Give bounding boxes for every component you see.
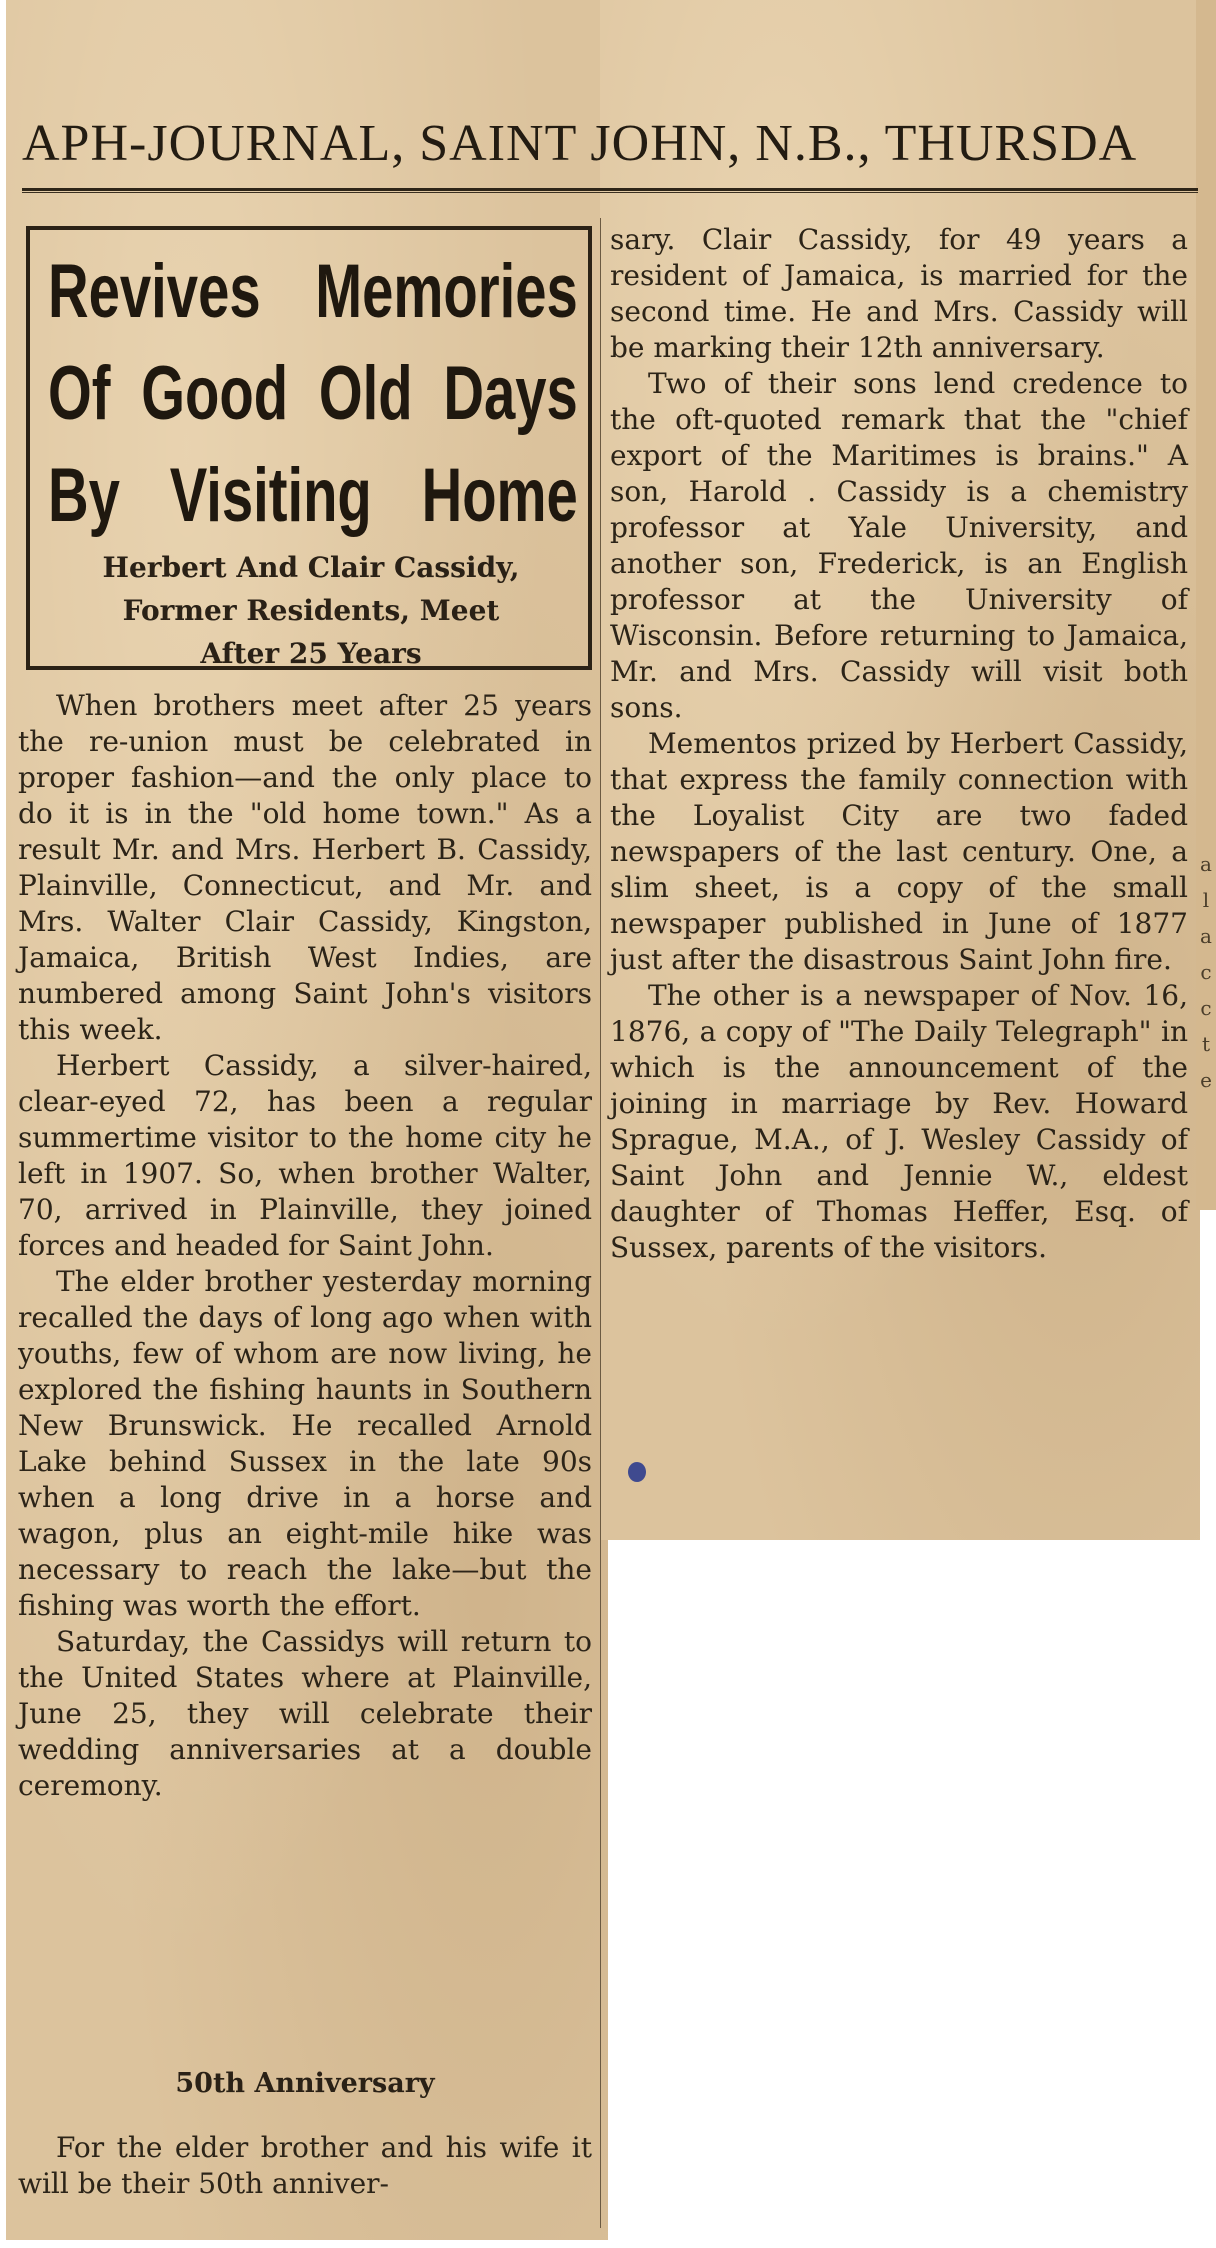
- headline-line-2: [48, 344, 578, 444]
- edge-fragment: a: [1200, 852, 1212, 876]
- article-column-1-continued: [18, 2130, 592, 2202]
- article-paragraph: The other is a newspaper of Nov. 16, 1876, a copy of "The Daily Telegraph" in which is the announcement of the joining in marriage by Rev. Howard Sprague, M.A., of J. Wesley Cassidy of Saint John and Jennie W., eldest daughter of Thomas Heffer, Esq. of Sussex, parents of the visitors.: [610, 979, 1188, 1264]
- article-column-2: [610, 222, 1188, 1266]
- edge-fragment: a: [1200, 924, 1212, 948]
- masthead-rule: [22, 192, 1198, 193]
- article-paragraph: sary. Clair Cassidy, for 49 years a resident of Jamaica, is married for the second time. He and Mrs. Cassidy will be marking their 12th anniversary.: [610, 223, 1188, 364]
- headline-word: Old: [318, 351, 413, 436]
- headline-line-3: [48, 446, 578, 546]
- subheadline: [38, 546, 584, 675]
- article-paragraph: The elder brother yesterday morning recalled the days of long ago when with youths, few of whom are now living, he explored the fishing haunts in Southern New Brunswick. He recalled Arnold Lake behind Sussex in the late 90s when a long drive in a horse and wagon, plus an eight-mile hike was necessary to reach the lake—but the fishing was worth the effort.: [18, 1265, 592, 1622]
- headline-word: Memories: [315, 249, 578, 334]
- article-paragraph: Saturday, the Cassidys will return to the United States where at Plainville, June 25, they will celebrate their wedding anniversaries at a double ceremony.: [18, 1625, 592, 1802]
- headline-word: By: [48, 453, 120, 538]
- headline-word: Revives: [48, 249, 261, 334]
- headline-line-1: [48, 242, 578, 342]
- headline-word: Visiting: [169, 453, 372, 538]
- column-divider: [600, 218, 601, 2228]
- headline-word: Good: [141, 351, 289, 436]
- article-paragraph: When brothers meet after 25 years the re-union must be celebrated in proper fashion—and the only place to do it is in the "old home town." As a result Mr. and Mrs. Herbert B. Cassidy, Plainville, Connecticut, and Mr. and Mrs. Walter Clair Cassidy, Kingston, Jamaica, British West Indies, are numbered among Saint John's visitors this week.: [18, 689, 592, 1046]
- edge-fragment: l: [1202, 888, 1210, 912]
- newspaper-masthead: [22, 108, 1198, 191]
- article-paragraph: Two of their sons lend credence to the oft-quoted remark that the "chief export of the Maritimes is brains." A son, Harold . Cassidy is a chemistry professor at Yale University, and another son, Frederick, is an English professor at the University of Wisconsin. Before returning to Jamaica, Mr. and Mrs. Cassidy will visit both sons.: [610, 367, 1188, 724]
- headline-word: Of: [48, 351, 111, 436]
- edge-fragment: c: [1200, 996, 1212, 1020]
- headline-word: Home: [421, 453, 578, 538]
- article-column-1: [18, 688, 592, 1804]
- headline-box: [26, 226, 592, 670]
- section-heading: 50th Anniversary: [175, 2068, 435, 2099]
- article-paragraph: Mementos prized by Herbert Cassidy, that express the family connection with the Loyalist City are two faded newspapers of the last century. One, a slim sheet, is a copy of the small newspaper published in June of 1877 just after the disastrous Saint John fire.: [610, 727, 1188, 976]
- subhead-line: Former Residents, Meet: [122, 594, 500, 627]
- edge-fragment: t: [1201, 1032, 1211, 1056]
- edge-fragment: e: [1200, 1068, 1212, 1092]
- subhead-line: Herbert And Clair Cassidy,: [102, 551, 520, 584]
- masthead-title: APH-JOURNAL, SAINT JOHN, N.B., THURSDA: [22, 115, 1138, 172]
- article-paragraph: For the elder brother and his wife it will be their 50th anniver-: [18, 2131, 592, 2200]
- clipping-fold-edge: [1196, 0, 1216, 1210]
- headline-word: Days: [443, 351, 578, 436]
- subhead-line: After 25 Years: [200, 637, 422, 670]
- ink-stain: [628, 1462, 646, 1482]
- article-paragraph: Herbert Cassidy, a silver-haired, clear-eyed 72, has been a regular summertime visitor to the home city he left in 1907. So, when brother Walter, 70, arrived in Plainville, they joined forces and headed for Saint John.: [18, 1049, 592, 1262]
- edge-fragment: c: [1200, 960, 1212, 984]
